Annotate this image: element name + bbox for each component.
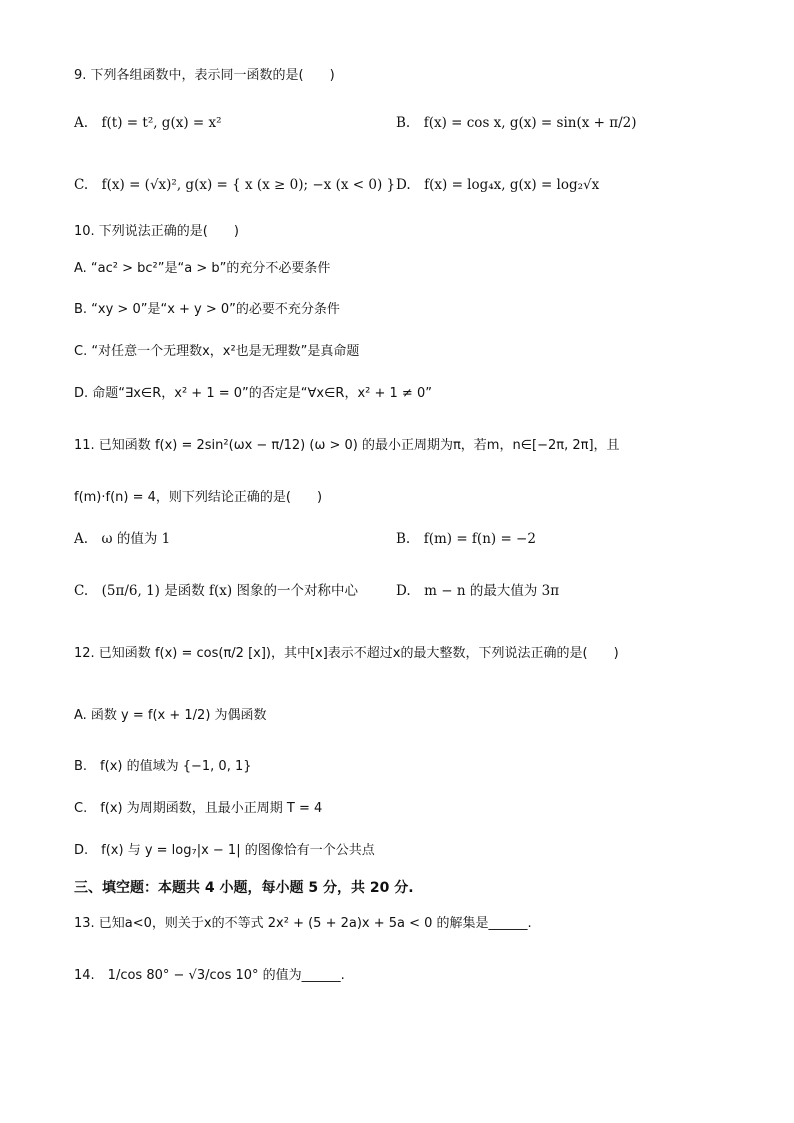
q11-stem-line2: f(m)·f(n) = 4，则下列结论正确的是( ) — [74, 490, 323, 505]
q10-option-a: A. “ac² > bc²”是“a > b”的充分不必要条件 — [74, 261, 331, 276]
q11-option-a: A. ω 的值为 1 — [74, 531, 171, 547]
q12-option-c: C. f(x) 为周期函数，且最小正周期 T = 4 — [74, 801, 323, 816]
q10-option-d: D. 命题“∃x∈R，x² + 1 = 0”的否定是“∀x∈R，x² + 1 ≠ 0” — [74, 386, 432, 401]
q12-option-a: A. 函数 y = f(x + 1/2) 为偶函数 — [74, 708, 267, 723]
q11-option-d: D. m − n 的最大值为 3π — [396, 583, 560, 599]
q9-option-c: C. f(x) = (√x)², g(x) = { x (x ≥ 0); −x (x < 0) } — [74, 177, 396, 193]
q14-stem: 14. 1/cos 80° − √3/cos 10° 的值为______. — [74, 968, 345, 983]
q10-stem: 10. 下列说法正确的是( ) — [74, 224, 239, 239]
section-heading-fill-in: 三、填空题：本题共 4 小题，每小题 5 分，共 20 分. — [74, 880, 414, 896]
q12-option-b: B. f(x) 的值域为 {−1, 0, 1} — [74, 759, 252, 774]
q9-option-b: B. f(x) = cos x, g(x) = sin(x + π/2) — [396, 115, 637, 131]
q9-option-d: D. f(x) = log₄x, g(x) = log₂√x — [396, 177, 600, 193]
q12-stem: 12. 已知函数 f(x) = cos(π/2 [x])，其中[x]表示不超过x的最大整数，下列说法正确的是( ) — [74, 646, 619, 661]
q10-option-c: C. “对任意一个无理数x，x²也是无理数”是真命题 — [74, 344, 360, 359]
q11-option-b: B. f(m) = f(n) = −2 — [396, 531, 536, 547]
q9-stem: 9. 下列各组函数中，表示同一函数的是( ) — [74, 68, 335, 83]
q11-stem-line1: 11. 已知函数 f(x) = 2sin²(ωx − π/12) (ω > 0) 的最小正周期为π，若m，n∈[−2π, 2π]，且 — [74, 438, 620, 453]
q9-option-a: A. f(t) = t², g(x) = x² — [74, 115, 222, 131]
q11-option-c: C. (5π/6, 1) 是函数 f(x) 图象的一个对称中心 — [74, 583, 358, 599]
q12-option-d: D. f(x) 与 y = log₇|x − 1| 的图像恰有一个公共点 — [74, 843, 375, 858]
q13-stem: 13. 已知a<0，则关于x的不等式 2x² + (5 + 2a)x + 5a < 0 的解集是______. — [74, 916, 532, 931]
q10-option-b: B. “xy > 0”是“x + y > 0”的必要不充分条件 — [74, 302, 340, 317]
